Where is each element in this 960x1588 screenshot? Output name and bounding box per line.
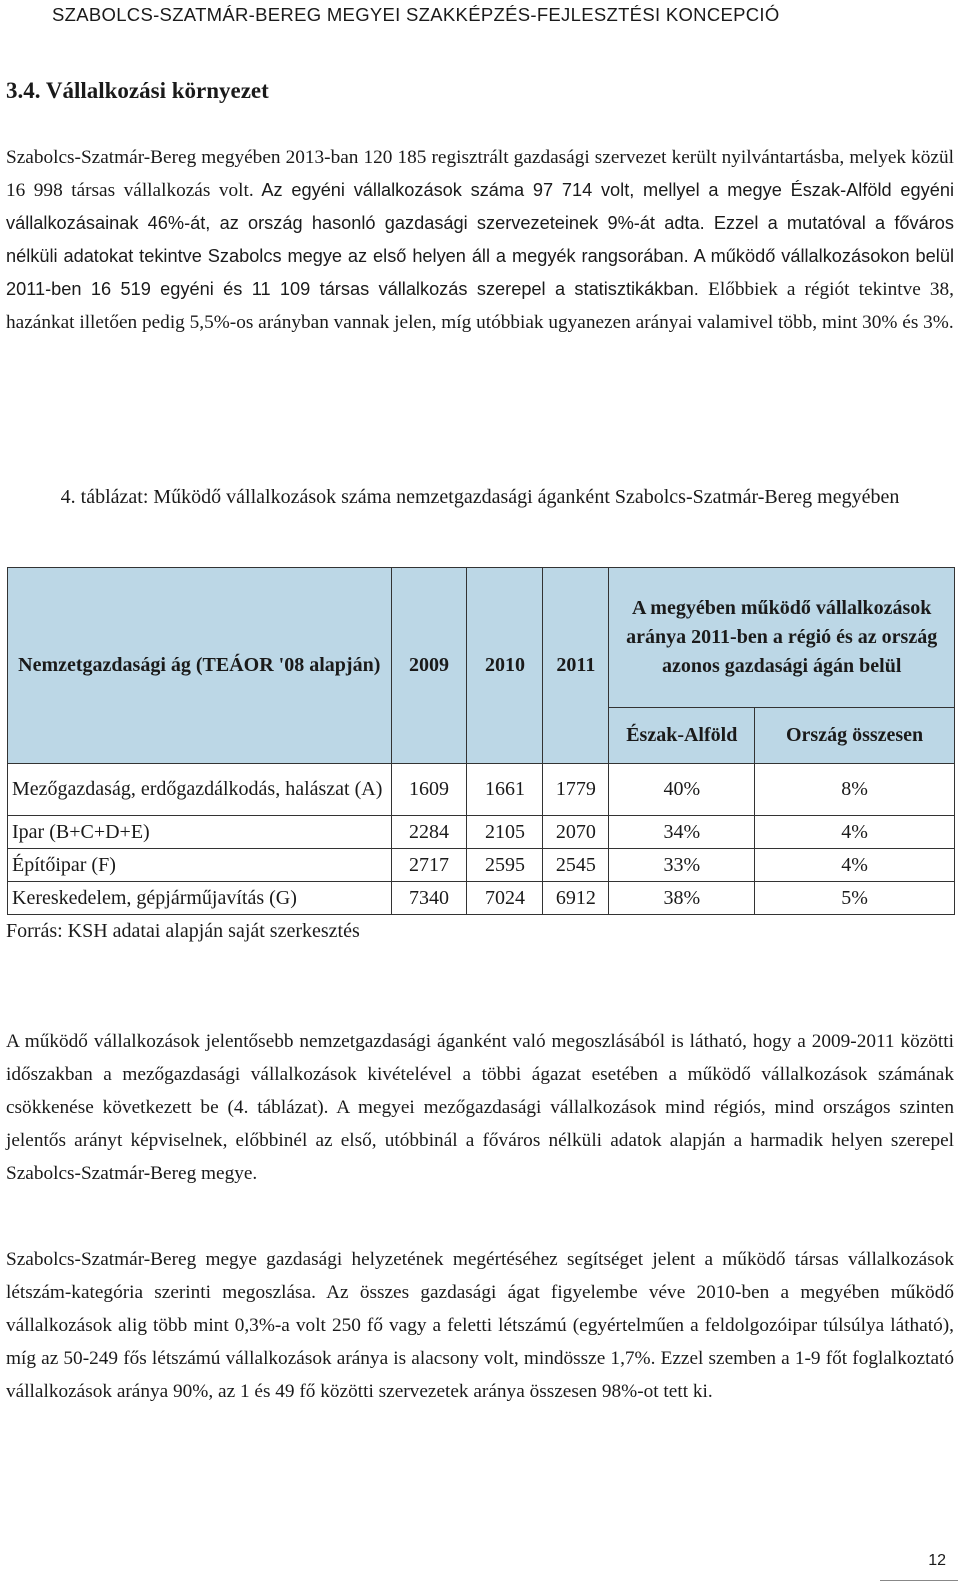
row-2010: 2105 [467,816,543,849]
header-share-group: A megyében működő vállalkozások aránya 2011-ben a régió és az ország azonos gazdasági ágán belül [609,568,955,708]
row-branch: Kereskedelem, gépjárműjavítás (G) [8,882,392,915]
row-region-share: 33% [609,849,755,882]
row-2010: 7024 [467,882,543,915]
row-2011: 6912 [543,882,609,915]
row-2009: 2284 [391,816,467,849]
paragraph-2 [6,1025,954,1190]
paragraph-3-part1: Szabolcs-Szatmár-Bereg megye gazdasági helyzetének megértéséhez segítséget jelent a működő társas vállalkozások létszám-kategória szerinti megoszlása. [6,1249,954,1303]
table-source: Forrás: KSH adatai alapján saját szerkesztés [6,920,360,942]
header-2011: 2011 [543,568,609,764]
header-branch: Nemzetgazdasági ág (TEÁOR '08 alapján) [8,568,392,764]
header-region: Észak-Alföld [609,708,755,764]
paragraph-3-part2: Az összes gazdasági ágat figyelembe véve 2010-ben a megyében működő vállalkozások alig több mint 0,3%-a volt 250 fő vagy a feletti létszámú (egyértelműen a feldolgozóipar túlsúlya látható), míg az 50-249 fős létszámú vállalkozások aránya is alacsony volt, mindössze 1,7%. Ezzel szemben a 1-9 főt foglalkoztató vállalkozások aránya 90%, az 1 és 49 fő közötti szervezetek aránya összesen 98%-ot tett ki. [6,1282,954,1402]
running-header: SZABOLCS-SZATMÁR-BEREG MEGYEI SZAKKÉPZÉS-FEJLESZTÉSI KONCEPCIÓ [52,4,780,25]
header-2010: 2010 [467,568,543,764]
row-2009: 1609 [391,764,467,816]
row-region-share: 34% [609,816,755,849]
row-branch: Építőipar (F) [8,849,392,882]
section-heading: 3.4. Vállalkozási környezet [6,78,269,103]
row-region-share: 38% [609,882,755,915]
intro-paragraph [6,141,954,339]
intro-paragraph-part2: Az egyéni vállalkozások száma 97 714 volt, mellyel a megye Észak-Alföld egyéni vállalkozásainak 46%-át, az ország hasonló gazdasági szervezeteinek 9%-át adta. Ezzel a mutatóval a főváros nélküli adatokat tekintve Szabolcs megye az első helyen áll a megyék rangsorában. A működő vállalkozásokon belül 2011-ben 16 519 egyéni és 11 109 társas vállalkozás szerepel a statisztikákban. [6,180,954,299]
table-header-row [8,568,955,708]
row-country-share: 5% [755,882,955,915]
row-branch: Mezőgazdaság, erdőgazdálkodás, halászat (A) [8,764,392,816]
row-2010: 2595 [467,849,543,882]
table-caption: 4. táblázat: Működő vállalkozások száma nemzetgazdasági áganként Szabolcs-Szatmár-Bereg megyében [60,486,900,508]
paragraph-2-part1: A működő vállalkozások jelentősebb nemzetgazdasági áganként való megoszlásából is látható, hogy a 2009-2011 közötti időszakban a mezőgazdasági vállalkozások kivételével a többi ágazat esetében a működő vállalkozások számának csökkenése következett be (4. táblázat). [6,1031,954,1118]
footer-rule [880,1580,958,1581]
row-2010: 1661 [467,764,543,816]
paragraph-3 [6,1243,954,1408]
header-2009: 2009 [391,568,467,764]
intro-paragraph-part1: Szabolcs-Szatmár-Bereg megyében 2013-ban 120 185 regisztrált gazdasági szervezet került nyilvántartásba, melyek közül 16 998 társas vállalkozás volt. [6,147,954,201]
table-row [8,882,955,915]
row-branch: Ipar (B+C+D+E) [8,816,392,849]
row-2009: 2717 [391,849,467,882]
row-2009: 7340 [391,882,467,915]
row-2011: 2070 [543,816,609,849]
paragraph-2-part2: A megyei mezőgazdasági vállalkozások mind régiós, mind országos szinten jelentős arányt képviselnek, előbbinél az első, utóbbinál a főváros nélküli adatok alapján a harmadik helyen szerepel Szabolcs-Szatmár-Bereg megye. [6,1097,954,1184]
row-2011: 2545 [543,849,609,882]
table-row [8,764,955,816]
row-country-share: 4% [755,816,955,849]
enterprises-table [7,567,955,915]
page-number: 12 [928,1552,946,1569]
row-region-share: 40% [609,764,755,816]
header-country: Ország összesen [755,708,955,764]
table-row [8,849,955,882]
row-country-share: 8% [755,764,955,816]
row-2011: 1779 [543,764,609,816]
row-country-share: 4% [755,849,955,882]
table-row [8,816,955,849]
intro-paragraph-part3: Előbbiek a régiót tekintve 38, hazánkat illetően pedig 5,5%-os arányban vannak jelen, míg utóbbiak ugyanezen arányai valamivel több, mint 30% és 3%. [6,279,954,333]
